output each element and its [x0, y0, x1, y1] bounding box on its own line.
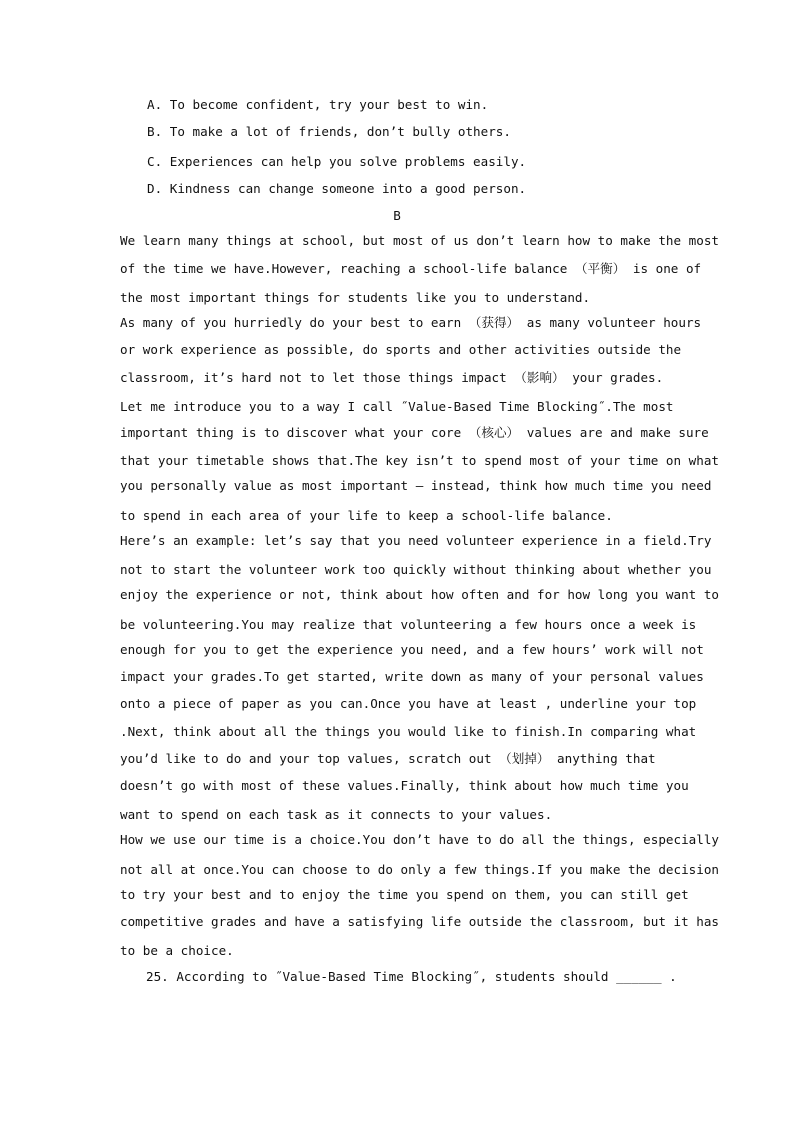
- passage-line: impact your grades.To get started, write down as many of your personal values: [120, 669, 704, 684]
- passage-line: .Next, think about all the things you would like to finish.In comparing what: [120, 724, 697, 739]
- passage-line: classroom, it’s hard not to let those things impact （影响） your grades.: [120, 370, 664, 385]
- passage-line: you personally value as most important — instead, think how much time you need: [120, 478, 712, 493]
- passage-line: you’d like to do and your top values, scratch out （划掉） anything that: [120, 751, 656, 766]
- passage-line: We learn many things at school, but most of us don’t learn how to make the most: [120, 233, 719, 248]
- passage-line: As many of you hurriedly do your best to earn （获得） as many volunteer hours: [120, 315, 702, 330]
- option-d: D. Kindness can change someone into a good person.: [147, 181, 527, 196]
- passage-line: not to start the volunteer work too quickly without thinking about whether you: [120, 562, 712, 577]
- passage-line: to be a choice.: [120, 943, 234, 958]
- option-a: A. To become confident, try your best to win.: [147, 97, 489, 112]
- passage-line: doesn’t go with most of these values.Finally, think about how much time you: [120, 778, 689, 793]
- passage-line: of the time we have.However, reaching a school-life balance （平衡） is one of: [120, 261, 702, 276]
- passage-line: onto a piece of paper as you can.Once you have at least , underline your top: [120, 696, 697, 711]
- option-c: C. Experiences can help you solve problems easily.: [147, 154, 527, 169]
- option-b: B. To make a lot of friends, don’t bully others.: [147, 124, 511, 139]
- passage-line: Here’s an example: let’s say that you need volunteer experience in a field.Try: [120, 533, 712, 548]
- section-label: B: [393, 208, 401, 223]
- passage-line: important thing is to discover what your core （核心） values are and make sure: [120, 425, 709, 440]
- passage-line: enough for you to get the experience you need, and a few hours’ work will not: [120, 642, 704, 657]
- passage-line: to spend in each area of your life to keep a school-life balance.: [120, 508, 613, 523]
- passage-line: competitive grades and have a satisfying life outside the classroom, but it has: [120, 914, 719, 929]
- passage-line: enjoy the experience or not, think about how often and for how long you want to: [120, 587, 719, 602]
- passage-line: to try your best and to enjoy the time you spend on them, you can still get: [120, 887, 689, 902]
- passage-line: the most important things for students like you to understand.: [120, 290, 591, 305]
- question-25: 25. According to ˝Value-Based Time Blocking˝, students should ______ .: [146, 969, 677, 984]
- passage-line: How we use our time is a choice.You don’t have to do all the things, especially: [120, 832, 719, 847]
- passage-line: or work experience as possible, do sports and other activities outside the: [120, 342, 682, 357]
- passage-line: that your timetable shows that.The key isn’t to spend most of your time on what: [120, 453, 719, 468]
- passage-line: want to spend on each task as it connects to your values.: [120, 807, 553, 822]
- passage-line: not all at once.You can choose to do only a few things.If you make the decision: [120, 862, 719, 877]
- passage-line: be volunteering.You may realize that volunteering a few hours once a week is: [120, 617, 697, 632]
- passage-line: Let me introduce you to a way I call ˝Value-Based Time Blocking˝.The most: [120, 399, 674, 414]
